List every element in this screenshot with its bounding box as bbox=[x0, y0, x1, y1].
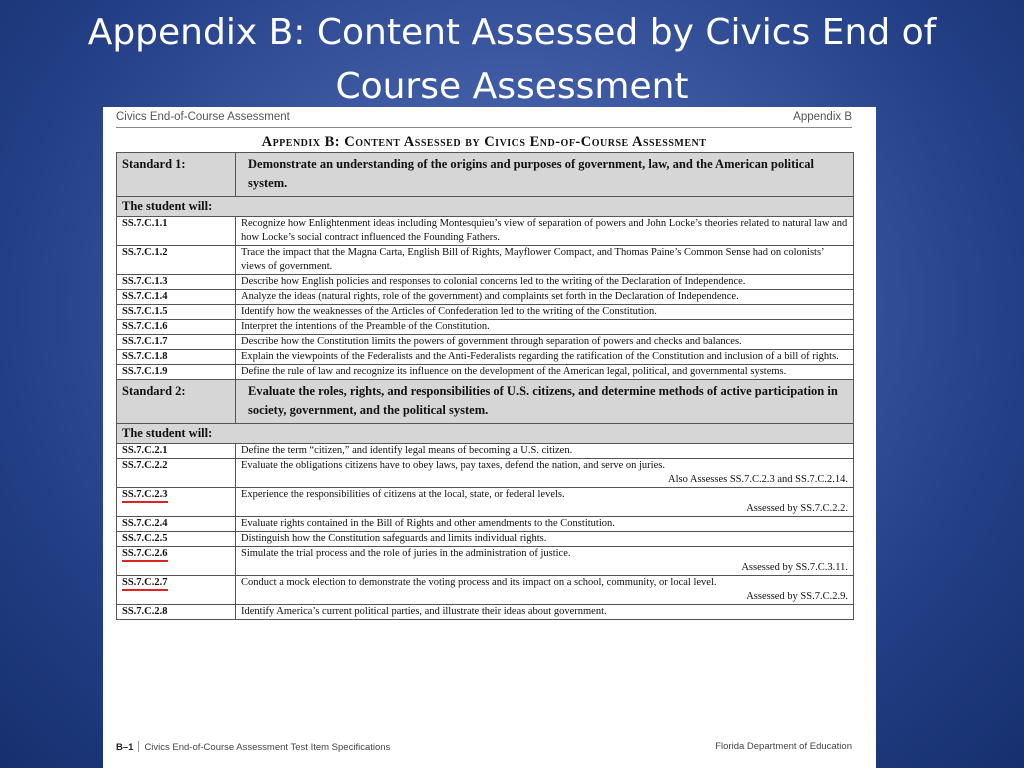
slide-title bbox=[0, 6, 1024, 114]
benchmark-text-cell bbox=[236, 547, 854, 576]
slide-title-line-2: Course Assessment bbox=[335, 66, 689, 107]
benchmark-text: Simulate the trial process and the role of juries in the administration of justice. bbox=[241, 548, 571, 559]
benchmark-code: SS.7.C.1.2 bbox=[122, 247, 168, 258]
benchmark-row bbox=[117, 305, 854, 320]
benchmark-code: SS.7.C.1.8 bbox=[122, 351, 168, 362]
footer-page-number: B–1 bbox=[116, 742, 134, 753]
benchmark-code-cell bbox=[117, 517, 236, 532]
benchmark-code: SS.7.C.1.6 bbox=[122, 321, 168, 332]
benchmark-code-underlined: SS.7.C.2.7 bbox=[122, 577, 168, 591]
benchmark-code: SS.7.C.1.3 bbox=[122, 276, 168, 287]
benchmark-text: Trace the impact that the Magna Carta, English Bill of Rights, Mayflower Compact, and Thomas Paine’s Common Sense had on colonists’ views of government. bbox=[241, 247, 824, 272]
benchmark-code: SS.7.C.1.9 bbox=[122, 366, 168, 377]
benchmark-text-cell bbox=[236, 350, 854, 365]
benchmark-text: Distinguish how the Constitution safeguards and limits individual rights. bbox=[241, 533, 547, 544]
standard-label: Standard 1: bbox=[117, 153, 236, 197]
benchmark-code-cell bbox=[117, 547, 236, 576]
standard-label: Standard 2: bbox=[117, 380, 236, 424]
benchmark-text: Define the rule of law and recognize its influence on the development of the American legal, political, and governmental systems. bbox=[241, 366, 787, 377]
benchmark-text: Identify how the weaknesses of the Articles of Confederation led to the writing of the Constitution. bbox=[241, 306, 657, 317]
student-will-label: The student will: bbox=[117, 424, 854, 444]
benchmark-row bbox=[117, 517, 854, 532]
benchmark-text: Experience the responsibilities of citizens at the local, state, or federal levels. bbox=[241, 489, 565, 500]
benchmark-text-cell bbox=[236, 305, 854, 320]
benchmark-text-cell bbox=[236, 517, 854, 532]
benchmark-code: SS.7.C.2.8 bbox=[122, 606, 168, 617]
benchmark-code-cell bbox=[117, 305, 236, 320]
benchmark-text-cell bbox=[236, 217, 854, 246]
benchmark-row bbox=[117, 350, 854, 365]
benchmark-text-cell bbox=[236, 246, 854, 275]
footer-right-text: Florida Department of Education bbox=[715, 741, 852, 752]
benchmark-assessment-note: Also Assesses SS.7.C.2.3 and SS.7.C.2.14. bbox=[668, 474, 848, 485]
benchmark-code-underlined: SS.7.C.2.6 bbox=[122, 548, 168, 562]
benchmark-text: Describe how the Constitution limits the powers of government through separation of powers and checks and balances. bbox=[241, 336, 742, 347]
benchmark-row bbox=[117, 246, 854, 275]
student-will-row bbox=[117, 424, 854, 444]
standard-row bbox=[117, 153, 854, 197]
benchmark-code-cell bbox=[117, 532, 236, 547]
benchmark-assessment-note: Assessed by SS.7.C.2.2. bbox=[746, 503, 848, 514]
benchmark-row bbox=[117, 444, 854, 459]
benchmark-code-cell bbox=[117, 335, 236, 350]
benchmark-text-cell bbox=[236, 365, 854, 380]
benchmark-text: Evaluate the obligations citizens have to obey laws, pay taxes, defend the nation, and serve on juries. bbox=[241, 460, 665, 471]
header-left-text: Civics End-of-Course Assessment bbox=[116, 111, 290, 123]
benchmark-text-cell bbox=[236, 532, 854, 547]
benchmark-code-cell bbox=[117, 488, 236, 517]
benchmark-text: Interpret the intentions of the Preamble of the Constitution. bbox=[241, 321, 490, 332]
benchmark-code: SS.7.C.1.7 bbox=[122, 336, 168, 347]
benchmark-row bbox=[117, 275, 854, 290]
benchmark-row bbox=[117, 217, 854, 246]
benchmark-code: SS.7.C.1.1 bbox=[122, 218, 168, 229]
page-footer bbox=[116, 741, 852, 757]
standard-row bbox=[117, 380, 854, 424]
benchmark-text-cell bbox=[236, 335, 854, 350]
benchmark-code-underlined: SS.7.C.2.3 bbox=[122, 489, 168, 503]
benchmark-code-cell bbox=[117, 444, 236, 459]
benchmark-row bbox=[117, 547, 854, 576]
benchmark-text-cell bbox=[236, 444, 854, 459]
benchmark-code-cell bbox=[117, 350, 236, 365]
header-right-text: Appendix B bbox=[793, 111, 852, 123]
standard-description: Demonstrate an understanding of the origins and purposes of government, law, and the American political system. bbox=[236, 153, 854, 197]
benchmark-text: Evaluate rights contained in the Bill of Rights and other amendments to the Constitution. bbox=[241, 518, 615, 529]
benchmark-code-cell bbox=[117, 459, 236, 488]
benchmark-text: Analyze the ideas (natural rights, role of the government) and complaints set forth in the Declaration of Independence. bbox=[241, 291, 739, 302]
benchmark-code-cell bbox=[117, 275, 236, 290]
benchmark-text-cell bbox=[236, 320, 854, 335]
benchmark-row bbox=[117, 488, 854, 517]
header-divider bbox=[116, 127, 852, 128]
benchmark-text-cell bbox=[236, 290, 854, 305]
benchmark-row bbox=[117, 320, 854, 335]
benchmark-text-cell bbox=[236, 488, 854, 517]
student-will-row bbox=[117, 197, 854, 217]
benchmark-code-cell bbox=[117, 320, 236, 335]
benchmark-code-cell bbox=[117, 576, 236, 605]
benchmark-row bbox=[117, 335, 854, 350]
benchmark-text: Identify America’s current political parties, and illustrate their ideas about government. bbox=[241, 606, 607, 617]
benchmark-text: Explain the viewpoints of the Federalists and the Anti-Federalists regarding the ratification of the Constitution and inclusion of a bill of rights. bbox=[241, 351, 839, 362]
benchmark-assessment-note: Assessed by SS.7.C.3.11. bbox=[741, 562, 848, 573]
benchmark-code: SS.7.C.2.2 bbox=[122, 460, 168, 471]
benchmark-code-cell bbox=[117, 365, 236, 380]
benchmark-row bbox=[117, 576, 854, 605]
benchmark-code-cell bbox=[117, 217, 236, 246]
footer-separator bbox=[138, 741, 139, 752]
benchmark-text-cell bbox=[236, 459, 854, 488]
standard-description: Evaluate the roles, rights, and responsibilities of U.S. citizens, and determine methods of active participation in society, government, and the political system. bbox=[236, 380, 854, 424]
benchmark-code: SS.7.C.2.5 bbox=[122, 533, 168, 544]
benchmark-row bbox=[117, 605, 854, 620]
benchmark-code: SS.7.C.2.1 bbox=[122, 445, 168, 456]
benchmark-text-cell bbox=[236, 576, 854, 605]
document-page bbox=[103, 107, 876, 768]
benchmark-code-cell bbox=[117, 605, 236, 620]
benchmark-code: SS.7.C.2.4 bbox=[122, 518, 168, 529]
benchmark-code-cell bbox=[117, 290, 236, 305]
student-will-label: The student will: bbox=[117, 197, 854, 217]
document-title: Appendix B: Content Assessed by Civics End-of-Course Assessment bbox=[261, 134, 707, 150]
benchmark-row bbox=[117, 532, 854, 547]
page-header bbox=[116, 111, 852, 127]
benchmark-text-cell bbox=[236, 605, 854, 620]
benchmark-text: Describe how English policies and responses to colonial concerns led to the writing of the Declaration of Independence. bbox=[241, 276, 746, 287]
benchmark-text: Define the term “citizen,” and identify legal means of becoming a U.S. citizen. bbox=[241, 445, 573, 456]
benchmark-text: Recognize how Enlightenment ideas including Montesquieu’s view of separation of powers and John Locke’s theories related to natural law and how Locke’s social contract influenced the Founding Fathers. bbox=[241, 218, 848, 243]
benchmark-code-cell bbox=[117, 246, 236, 275]
benchmark-code: SS.7.C.1.4 bbox=[122, 291, 168, 302]
benchmark-text-cell bbox=[236, 275, 854, 290]
benchmark-text: Conduct a mock election to demonstrate the voting process and its impact on a school, community, or local level. bbox=[241, 577, 717, 588]
benchmark-code: SS.7.C.1.5 bbox=[122, 306, 168, 317]
benchmark-row bbox=[117, 459, 854, 488]
benchmark-row bbox=[117, 365, 854, 380]
footer-left-text: Civics End-of-Course Assessment Test Item Specifications bbox=[144, 742, 391, 753]
benchmark-assessment-note: Assessed by SS.7.C.2.9. bbox=[746, 591, 848, 602]
benchmark-row bbox=[117, 290, 854, 305]
slide-title-line-1: Appendix B: Content Assessed by Civics End of bbox=[87, 12, 937, 53]
standards-table bbox=[116, 152, 854, 620]
